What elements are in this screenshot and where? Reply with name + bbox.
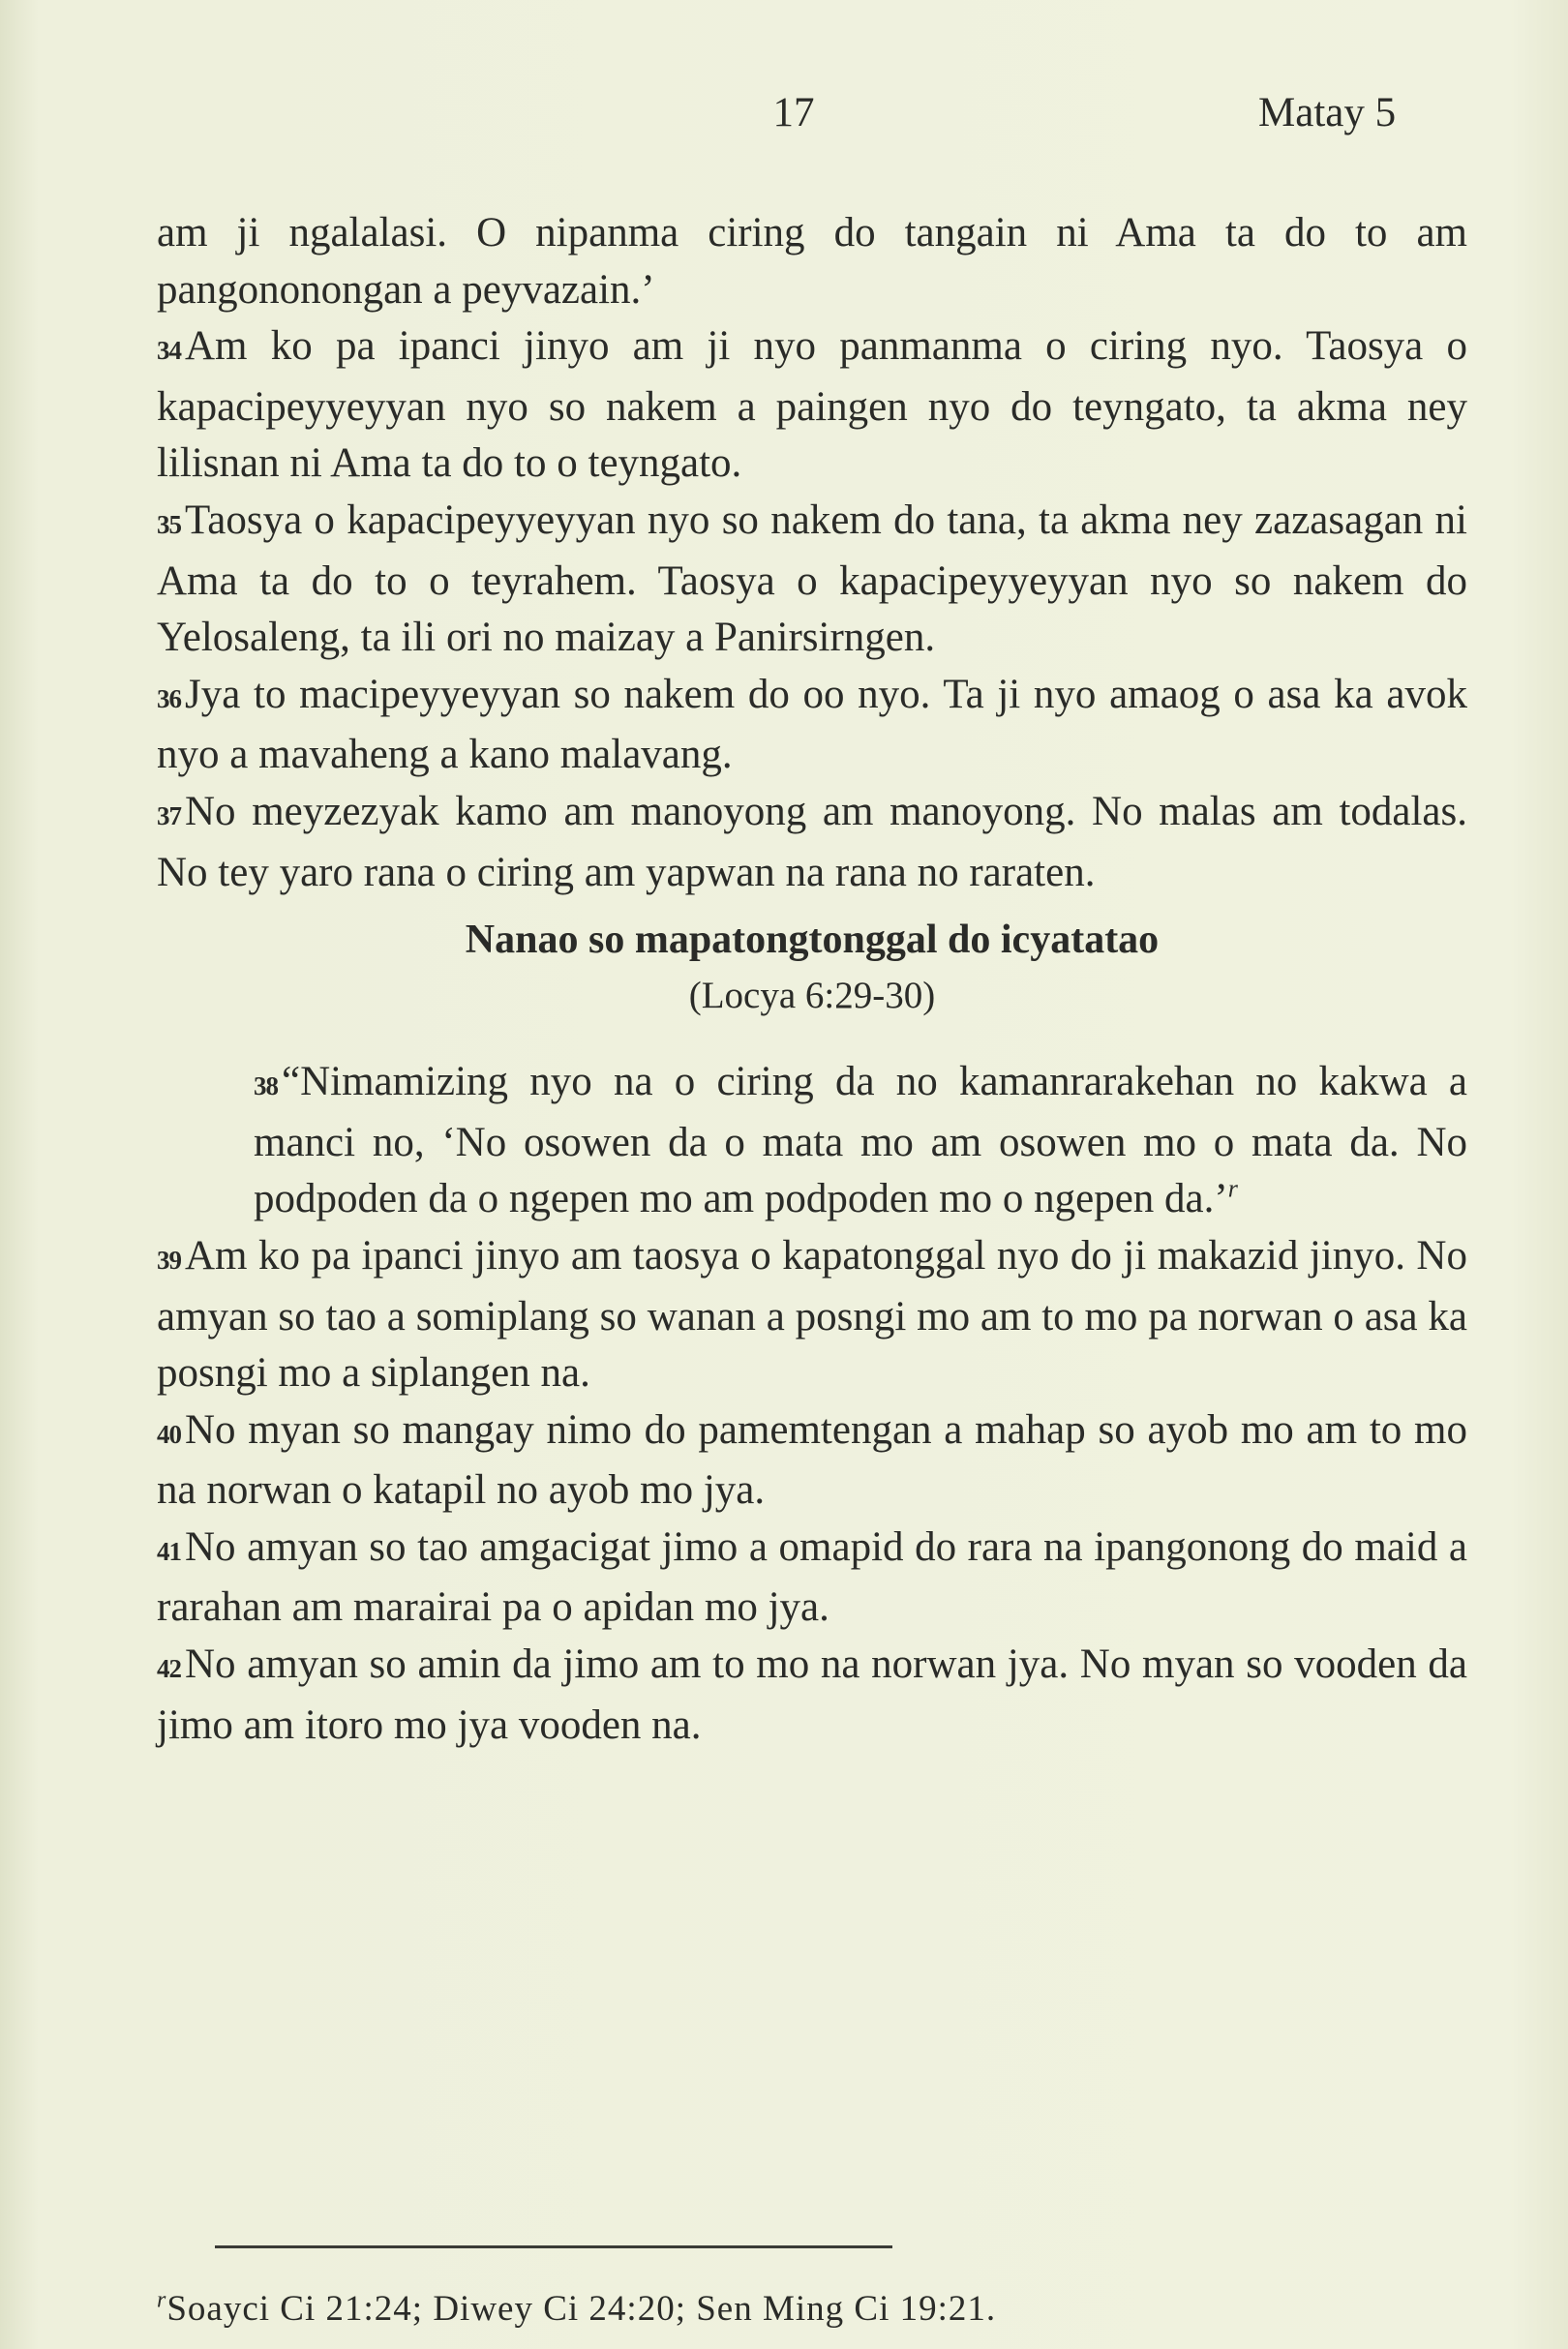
verse-text: No meyzezyak kamo am manoyong am manoyong. No malas am todalas. No tey yaro rana o ciring am yapwan na rana no raraten. [157,788,1467,895]
running-header: Matay 5 [1258,90,1397,136]
paragraph-text: am ji ngalalasi. O nipanma ciring do tangain ni Ama ta do to am pangononongan a peyvazain.’ [157,210,1467,313]
verse-text: No myan so mangay nimo do pamemtengan a mahap so ayob mo am to mo na norwan o katapil no ayob mo jya. [157,1406,1467,1514]
verse-number: 38 [254,1071,278,1101]
verse [157,1228,1467,1402]
page-number: 17 [772,90,815,136]
verse-number: 37 [157,800,181,830]
verse [157,784,1467,901]
verse-text: Jya to macipeyyeyyan so nakem do oo nyo. Ta ji nyo amaog o asa ka avok nyo a mavaheng a kano malavang. [157,671,1467,778]
verse-text: Am ko pa ipanci jinyo am ji nyo panmanma o ciring nyo. Taosya o kapacipeyyeyyan nyo so nakem a paingen nyo do teyngato, ta akma ney lilisnan ni Ama ta do to o teyngato. [157,323,1467,487]
verse-number: 35 [157,509,181,539]
verse-text: Taosya o kapacipeyyeyyan nyo so nakem do tana, ta akma ney zazasagan ni Ama ta do to o teyrahem. Taosya o kapacipeyyeyyan nyo so nakem do Yelosaleng, ta ili ori no maizay a Panirsirngen. [157,497,1467,661]
verse-number: 34 [157,336,181,366]
verse-text: Am ko pa ipanci jinyo am taosya o kapatonggal nyo do ji makazid jinyo. No amyan so tao a somiplang so wanan a posngi mo am to mo pa norwan o asa ka posngi mo a siplangen na. [157,1232,1467,1397]
verse [157,1520,1467,1637]
verse-number: 42 [157,1654,181,1684]
verse [157,318,1467,493]
verse [157,1054,1467,1228]
section-heading: Nanao so mapatongtonggal do icyatatao [465,918,1160,963]
section-reference: (Locya 6:29-30) [688,975,936,1017]
footnote-text: Soayci Ci 21:24; Diwey Ci 24:20; Sen Ming Ci 19:21. [166,2289,997,2329]
footnote [157,2288,996,2330]
footnote-divider [215,2245,892,2248]
verse [157,1402,1467,1520]
paragraph [157,205,1467,318]
verse-number: 39 [157,1245,181,1275]
verse [157,493,1467,667]
verse-number: 41 [157,1536,181,1566]
verse-text: No amyan so tao amgacigat jimo a omapid do rara na ipangonong do maid a rarahan am marairai pa o apidan mo jya. [157,1523,1467,1631]
verse [157,1637,1467,1754]
verse [157,667,1467,784]
verse-number: 36 [157,683,181,713]
body-text [157,205,1467,1754]
cross-reference-marker[interactable]: r [1227,1174,1238,1203]
verse-text: “Nimamizing nyo na o ciring da no kamanrarakehan no kakwa a manci no, ‘No osowen da o mata mo am osowen mo o mata da. No podpoden da o ngepen mo am podpoden mo o ngepen da.’ [254,1059,1467,1222]
verse-number: 40 [157,1419,181,1449]
verse-text: No amyan so amin da jimo am to mo na norwan jya. No myan so vooden da jimo am itoro mo jya vooden na. [157,1641,1467,1748]
footnote-marker: r [157,2287,167,2313]
